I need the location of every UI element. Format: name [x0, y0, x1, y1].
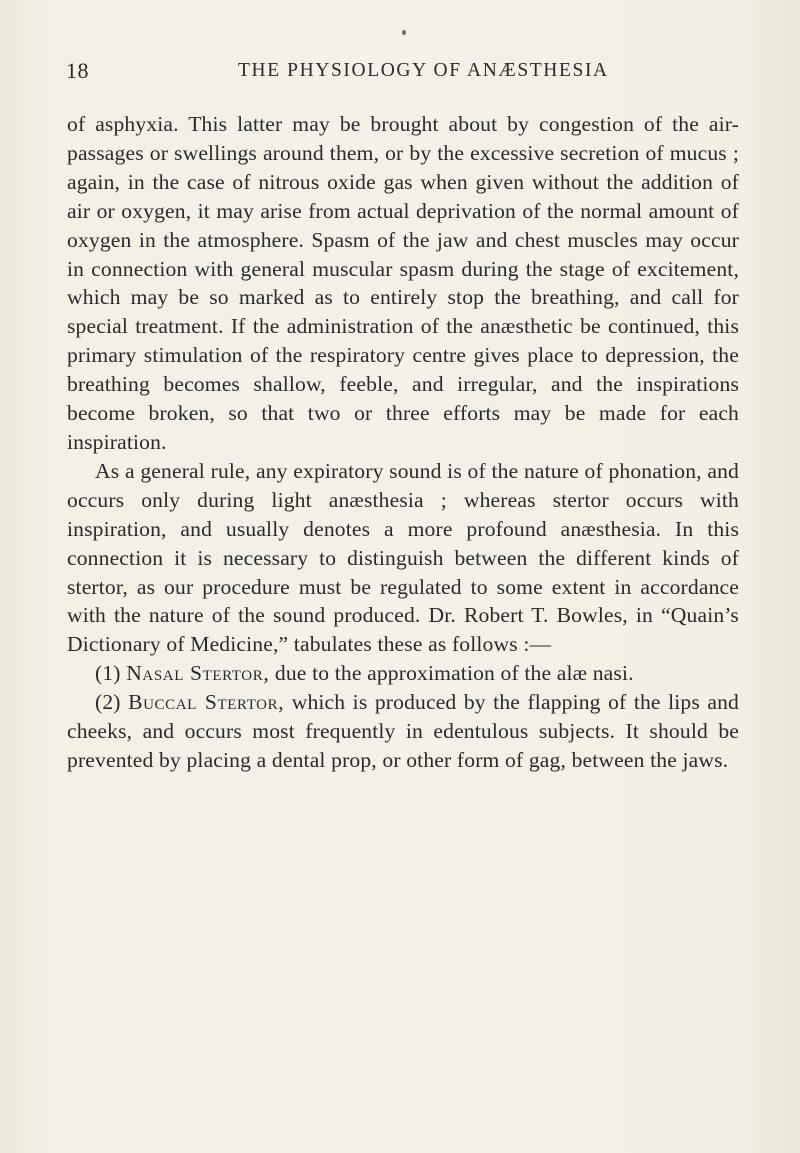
item-2-text: which is produced by the flapping of the lips and cheeks, and occurs most frequently in edentulous subjects. It should be prevented by placing a dental prop, or other form of gag, between the jaws. — [67, 690, 739, 772]
item-2-number: (2) — [95, 690, 121, 715]
page-number: 18 — [66, 58, 89, 83]
item-2-term: Buccal Stertor, — [128, 690, 285, 715]
print-speck — [402, 30, 406, 35]
item-1-term: Nasal Stertor, — [126, 661, 270, 686]
item-1-number: (1) — [95, 661, 121, 686]
paragraph-1: of asphyxia. This latter may be brought about by congestion of the air-passages or swellings around them, or by the excessive secretion of mucus ; again, in the case of nitrous oxide gas when given without the addition of air or oxygen, it may arise from actual deprivation of the normal amount of oxygen in the atmosphere. Spasm of the jaw and chest muscles may occur in connection with general muscular spasm during the stage of excitement, which may be so marked as to entirely stop the breathing, and call for special treatment. If the administration of the anæsthetic be continued, this primary stimulation of the respiratory centre gives place to depression, the breathing becomes shallow, feeble, and irregular, and the inspirations become broken, so that two or three efforts may be made for each inspiration. — [67, 112, 739, 454]
item-1-text: due to the approximation of the alæ nasi. — [274, 661, 634, 686]
list-item-buccal-stertor — [67, 688, 739, 775]
paragraph-2-text: As a general rule, any expiratory sound is of the nature of phonation, and occurs only during light anæsthesia ; whereas stertor occurs with inspiration, and usually denotes a more profound anæsthesia. In this connection it is necessary to distinguish between the different kinds of stertor, as our procedure must be regulated to some extent in accordance with the nature of the sound produced. Dr. Robert T. Bowles, in “Quain’s Dictionary of Medicine,” tabulates these as follows :— — [67, 458, 739, 657]
paragraph-2 — [67, 457, 739, 659]
body-text — [67, 110, 739, 775]
list-item-nasal-stertor — [67, 659, 739, 688]
running-head: THE PHYSIOLOGY OF ANÆSTHESIA — [238, 60, 609, 81]
page-header — [0, 58, 800, 88]
